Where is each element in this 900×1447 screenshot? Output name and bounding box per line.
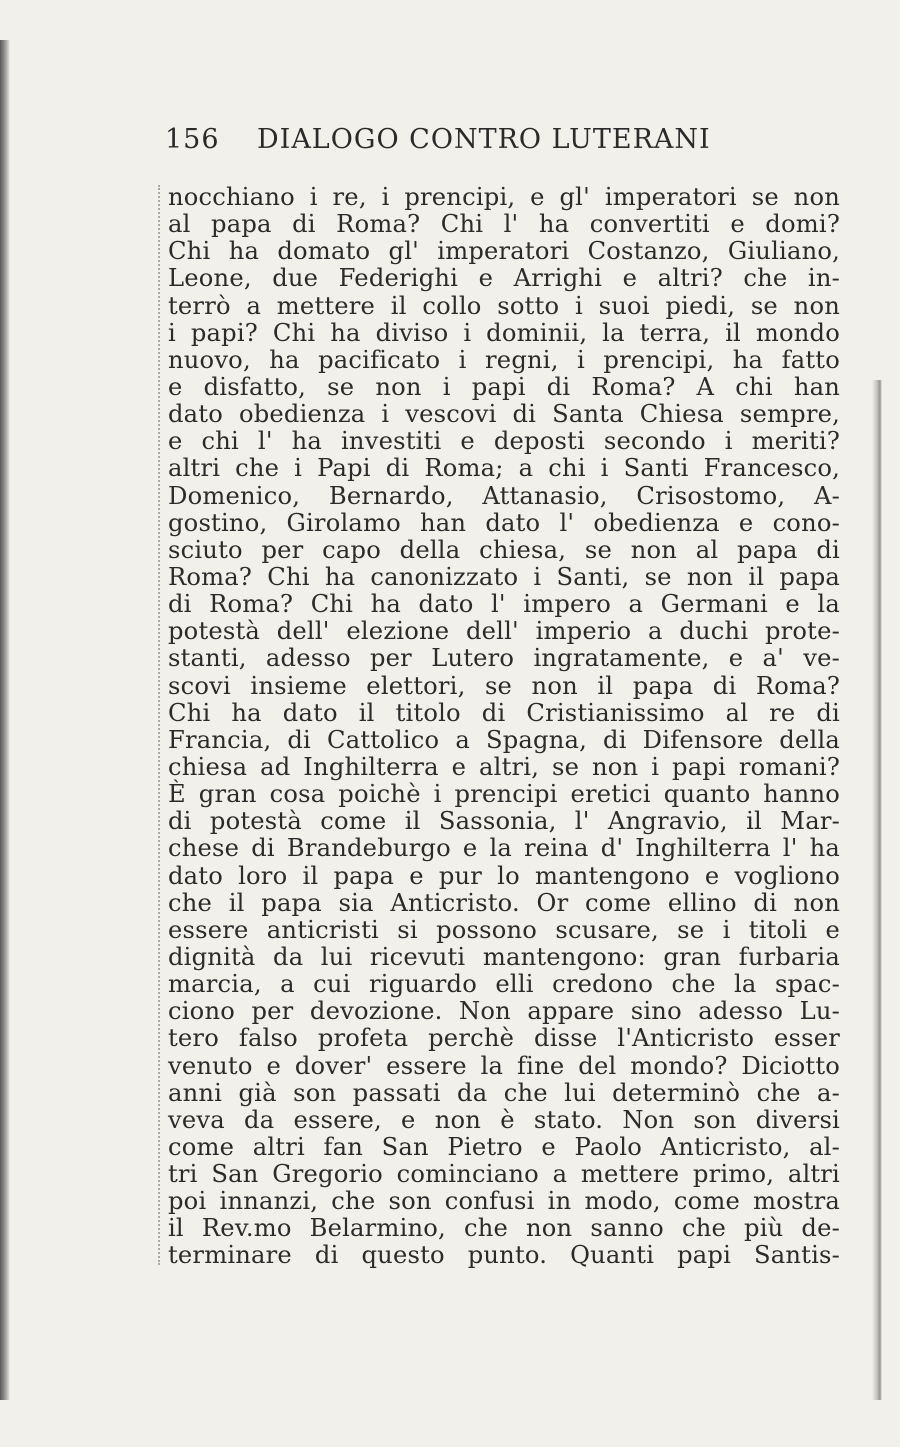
text-line: Chi ha dato il titolo di Cristianissimo al re di [168, 698, 840, 727]
text-line: di potestà come il Sassonia, l' Angravio, il Mar- [168, 807, 840, 836]
text-line: altri che i Papi di Roma; a chi i Santi Francesco, [168, 454, 840, 483]
text-line: essere anticristi si possono scusare, se i titoli e [168, 915, 840, 944]
text-line: nuovo, ha pacificato i regni, i prencipi, ha fatto [168, 345, 840, 374]
text-line: al papa di Roma? Chi l' ha convertiti e domi? [168, 210, 840, 239]
text-line: dato loro il papa e pur lo mantengono e vogliono [168, 861, 840, 890]
text-line: Chi ha domato gl' imperatori Costanzo, Giuliano, [168, 237, 840, 266]
text-line: poi innanzi, che son confusi in modo, come mostra [168, 1187, 840, 1216]
text-line: tri San Gregorio cominciano a mettere primo, altri [168, 1160, 840, 1189]
text-line: potestà dell' elezione dell' imperio a duchi prote- [168, 617, 840, 646]
text-line: È gran cosa poichè i prencipi eretici quanto hanno [168, 780, 840, 809]
text-line: Roma? Chi ha canonizzato i Santi, se non il papa [168, 562, 840, 591]
page-edge-left [0, 40, 10, 1400]
text-line: chese di Brandeburgo e la reina d' Inghilterra l' ha [168, 834, 840, 863]
text-line: scovi insieme elettori, se non il papa di Roma? [168, 671, 840, 700]
text-line: terrò a mettere il collo sotto i suoi piedi, se non [168, 291, 840, 320]
text-line: Leone, due Federighi e Arrighi e altri? che in- [168, 264, 840, 293]
text-line: stanti, adesso per Lutero ingratamente, e a' ve- [168, 644, 840, 673]
running-title: DIALOGO CONTRO LUTERANI [257, 124, 711, 155]
text-line: dato obedienza i vescovi di Santa Chiesa sempre, [168, 400, 840, 429]
text-line: i papi? Chi ha diviso i dominii, la terra, il mondo [168, 318, 840, 347]
text-line: il Rev.mo Belarmino, che non sanno che più de- [168, 1214, 840, 1243]
text-line: di Roma? Chi ha dato l' impero a Germani e la [168, 590, 840, 619]
text-line: Francia, di Cattolico a Spagna, di Difensore della [168, 725, 840, 754]
text-line: terminare di questo punto. Quanti papi Santis- [168, 1241, 840, 1270]
page-number: 156 [165, 124, 220, 155]
text-line: venuto e dover' essere la fine del mondo? Diciotto [168, 1051, 840, 1080]
text-line: sciuto per capo della chiesa, se non al papa di [168, 535, 840, 564]
text-line: e disfatto, se non i papi di Roma? A chi han [168, 372, 840, 401]
text-line: che il papa sia Anticristo. Or come ellino di non [168, 888, 840, 917]
text-line: chiesa ad Inghilterra e altri, se non i papi romani? [168, 752, 840, 781]
body-text [168, 184, 840, 1270]
text-line: veva da essere, e non è stato. Non son diversi [168, 1105, 840, 1134]
running-header [165, 124, 845, 164]
text-line: marcia, a cui riguardo elli credono che la spac- [168, 970, 840, 999]
text-line: nocchiano i re, i prencipi, e gl' imperatori se non [168, 183, 840, 211]
text-line: come altri fan San Pietro e Paolo Anticristo, al- [168, 1132, 840, 1161]
text-line: anni già son passati da che lui determinò che a- [168, 1078, 840, 1107]
text-line: gostino, Girolamo han dato l' obedienza e cono- [168, 508, 840, 537]
text-line: dignità da lui ricevuti mantengono: gran furbaria [168, 942, 840, 971]
text-line: tero falso profeta perchè disse l'Anticristo esser [168, 1024, 840, 1053]
text-line: e chi l' ha investiti e deposti secondo i meriti? [168, 427, 840, 456]
text-line: ciono per devozione. Non appare sino adesso Lu- [168, 997, 840, 1026]
page-edge-right [872, 380, 882, 1400]
text-line: Domenico, Bernardo, Attanasio, Crisostomo, A- [168, 481, 840, 510]
margin-mark [158, 185, 164, 1265]
